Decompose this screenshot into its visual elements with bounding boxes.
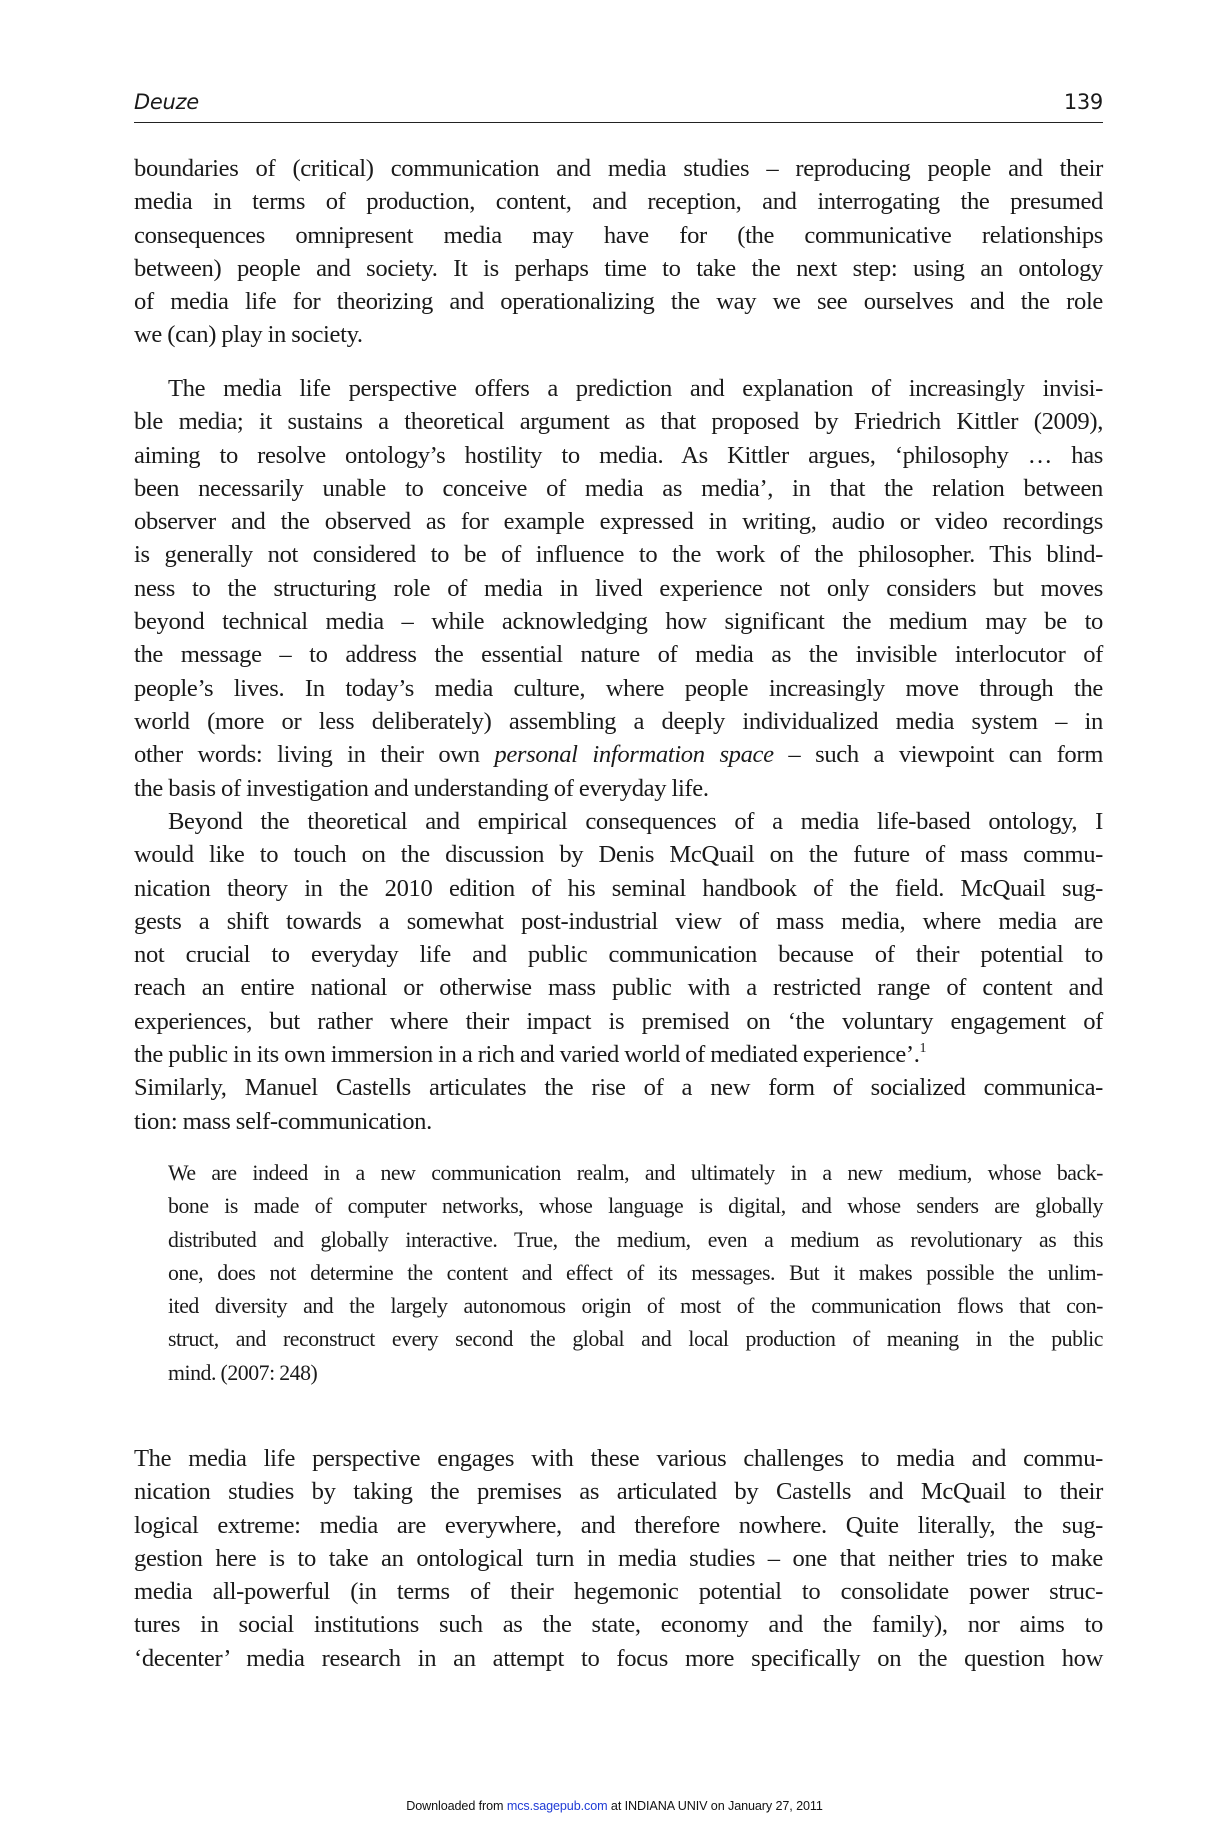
text-line-with-italic — [134, 738, 1103, 771]
page-number: 139 — [1063, 90, 1103, 114]
italic-phrase: personal information space — [494, 741, 774, 769]
paragraph-3 — [134, 805, 1103, 1138]
text-line: beyond technical media – while acknowledging how significant the medium may be to — [134, 608, 1103, 636]
text-segment: – such a viewpoint can form — [773, 741, 1103, 769]
text-line: experiences, but rather where their impact is premised on ‘the voluntary engagement of — [134, 1007, 1103, 1035]
text-line: nication studies by taking the premises as articulated by Castells and McQuail to their — [134, 1478, 1103, 1506]
text-line: ble media; it sustains a theoretical argument as that proposed by Friedrich Kittler (2009), — [134, 408, 1103, 436]
text-line: of media life for theorizing and operationalizing the way we see ourselves and the role — [134, 288, 1103, 316]
text-line: tures in social institutions such as the state, economy and the family), nor aims to — [134, 1611, 1103, 1639]
text-line: The media life perspective engages with these various challenges to media and commu- — [134, 1445, 1103, 1472]
text-line-with-footnote — [134, 1038, 1103, 1071]
text-line: The media life perspective offers a prediction and explanation of increasingly invisi- — [168, 375, 1103, 402]
text-line: nication theory in the 2010 edition of his seminal handbook of the field. McQuail sug- — [134, 874, 1103, 902]
text-line: observer and the observed as for example expressed in writing, audio or video recordings — [134, 508, 1103, 536]
text-line: the message – to address the essential nature of media as the invisible interlocutor of — [134, 641, 1103, 669]
text-line: gests a shift towards a somewhat post-industrial view of mass media, where media are — [134, 907, 1103, 935]
quote-line: bone is made of computer networks, whose language is digital, and whose senders are globally — [168, 1194, 1103, 1219]
text-line: ness to the structuring role of media in lived experience not only considers but moves — [134, 574, 1103, 602]
text-line: consequences omnipresent media may have for (the communicative relationships — [134, 221, 1103, 249]
footer-prefix: Downloaded from — [406, 1799, 507, 1813]
text-line: not crucial to everyday life and public communication because of their potential to — [134, 941, 1103, 969]
text-line: between) people and society. It is perhaps time to take the next step: using an ontology — [134, 254, 1103, 282]
text-line: media in terms of production, content, and reception, and interrogating the presumed — [134, 188, 1103, 216]
text-segment: other words: living in their own — [134, 741, 495, 769]
text-line: people’s lives. In today’s media culture, where people increasingly move through the — [134, 674, 1103, 702]
paragraph-4 — [134, 1442, 1103, 1675]
quote-line: We are indeed in a new communication realm, and ultimately in a new medium, whose back- — [168, 1161, 1103, 1185]
text-line: Beyond the theoretical and empirical consequences of a media life-based ontology, I — [168, 808, 1103, 835]
text-line: would like to touch on the discussion by Denis McQuail on the future of mass commu- — [134, 841, 1103, 869]
quote-line: one, does not determine the content and effect of its messages. But it makes possible the unlim- — [168, 1260, 1103, 1285]
text-line: the basis of investigation and understanding of everyday life. — [134, 774, 709, 802]
text-line: boundaries of (critical) communication and media studies – reproducing people and their — [134, 155, 1103, 182]
footer-suffix: at INDIANA UNIV on January 27, 2011 — [607, 1799, 823, 1813]
paragraph-2 — [134, 372, 1103, 805]
text-line: been necessarily unable to conceive of media as media’, in that the relation between — [134, 474, 1103, 502]
text-line: world (more or less deliberately) assembling a deeply individualized media system – in — [134, 707, 1103, 735]
footnote-marker[interactable]: 1 — [919, 1041, 927, 1057]
quote-line: ited diversity and the largely autonomous origin of most of the communication flows that con- — [168, 1294, 1103, 1319]
quote-line: mind. (2007: 248) — [168, 1360, 318, 1385]
paragraph-1 — [134, 152, 1103, 352]
running-header — [134, 88, 1103, 123]
text-line: reach an entire national or otherwise mass public with a restricted range of content and — [134, 974, 1103, 1002]
running-head-author: Deuze — [134, 90, 199, 114]
text-line: tion: mass self-communication. — [134, 1107, 432, 1135]
text-line: ‘decenter’ media research in an attempt to focus more specifically on the question how — [134, 1644, 1103, 1672]
text-line: gestion here is to take an ontological turn in media studies – one that neither tries to make — [134, 1544, 1103, 1572]
block-quote — [168, 1157, 1103, 1390]
source-link[interactable]: mcs.sagepub.com — [506, 1799, 608, 1813]
text-line: media all-powerful (in terms of their hegemonic potential to consolidate power struc- — [134, 1578, 1103, 1606]
text-line: we (can) play in society. — [134, 321, 363, 349]
text-line: aiming to resolve ontology’s hostility to media. As Kittler argues, ‘philosophy … has — [134, 441, 1103, 469]
download-footer — [0, 1799, 1229, 1813]
text-line: Similarly, Manuel Castells articulates the rise of a new form of socialized communica- — [134, 1074, 1103, 1102]
text-line-content: the public in its own immersion in a rich and varied world of mediated experience’. — [134, 1041, 920, 1069]
quote-line: struct, and reconstruct every second the global and local production of meaning in the public — [168, 1327, 1103, 1352]
text-line: logical extreme: media are everywhere, and therefore nowhere. Quite literally, the sug- — [134, 1511, 1103, 1539]
text-line: is generally not considered to be of influence to the work of the philosopher. This blind- — [134, 541, 1103, 569]
quote-line: distributed and globally interactive. True, the medium, even a medium as revolutionary as this — [168, 1227, 1103, 1252]
